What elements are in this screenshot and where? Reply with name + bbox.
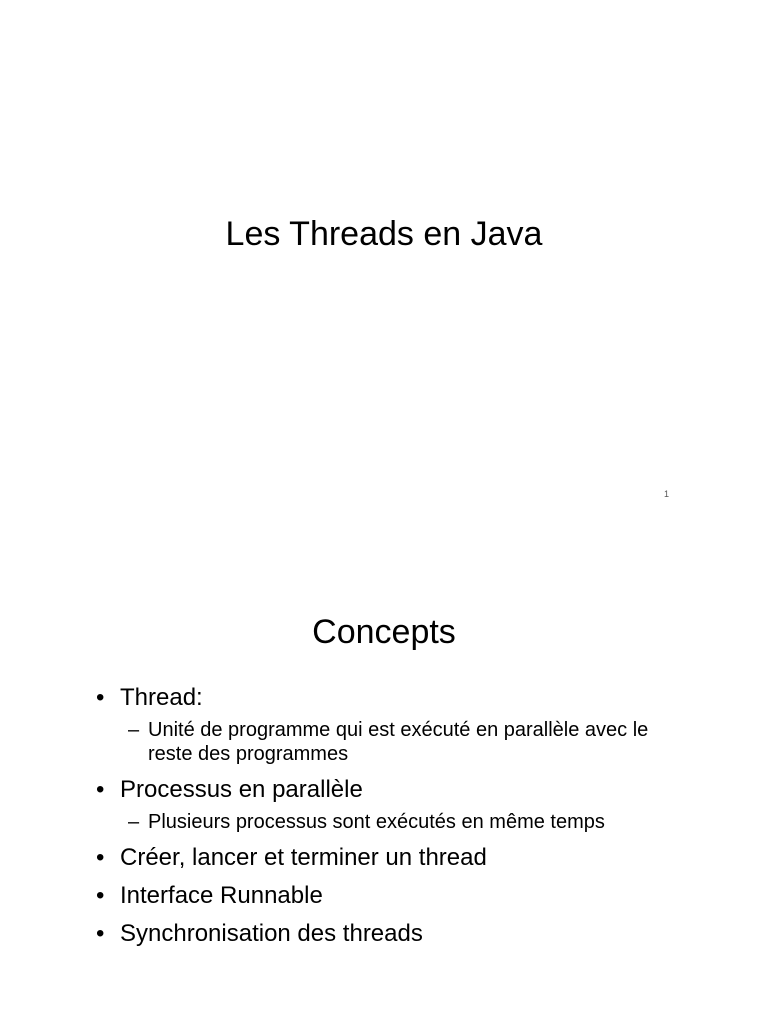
bullet-marker: • (96, 844, 105, 871)
sub-bullet-marker: – (128, 811, 140, 833)
bullet-marker: • (96, 776, 105, 803)
sub-bullet-list (128, 718, 696, 766)
bullet-item (96, 844, 696, 872)
sub-bullet-item (128, 810, 668, 834)
bullet-item (96, 776, 696, 834)
bullet-text: Thread: (120, 684, 203, 711)
bullet-item (96, 920, 696, 948)
bullet-item (96, 684, 696, 766)
bullet-text: Processus en parallèle (120, 776, 363, 803)
bullet-item (96, 882, 696, 910)
sub-bullet-item (128, 718, 668, 766)
sub-bullet-list (128, 810, 696, 834)
sub-bullet-marker: – (128, 719, 140, 741)
sub-bullet-text: Unité de programme qui est exécuté en parallèle avec le reste des programmes (148, 719, 649, 765)
sub-bullet-text: Plusieurs processus sont exécutés en même temps (148, 811, 605, 833)
bullet-marker: • (96, 684, 105, 711)
bullet-marker: • (96, 920, 105, 947)
bullet-marker: • (96, 882, 105, 909)
bullet-text: Interface Runnable (120, 882, 323, 909)
slide-number: 1 (664, 489, 670, 499)
bullet-text: Créer, lancer et terminer un thread (120, 844, 487, 871)
slide-title: Concepts (312, 613, 456, 651)
bullet-text: Synchronisation des threads (120, 920, 423, 947)
slide-2 (0, 512, 768, 1024)
slide-title: Les Threads en Java (225, 215, 543, 253)
bullet-list (96, 684, 696, 958)
